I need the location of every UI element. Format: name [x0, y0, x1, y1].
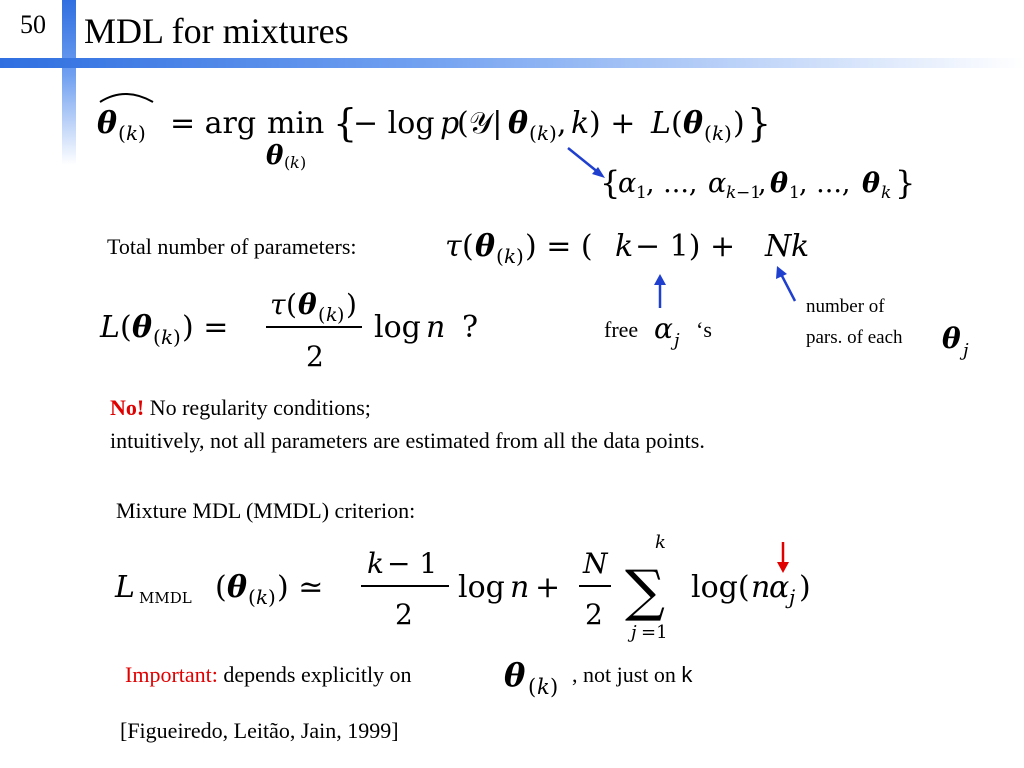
- svg-text:): ): [733, 106, 745, 141]
- svg-text:): ): [346, 288, 357, 321]
- svg-text:log(: log(: [691, 570, 750, 605]
- svg-text:(: (: [215, 570, 227, 605]
- L-naive-equation: [100, 282, 520, 377]
- important-emphasis: Important:: [125, 662, 218, 687]
- svg-text:α: α: [769, 570, 790, 605]
- svg-text:) ≃: ) ≃: [277, 570, 324, 605]
- svg-text:θ: θ: [97, 106, 118, 141]
- svg-text:): ): [549, 121, 557, 145]
- svg-text:k: k: [537, 121, 550, 145]
- svg-text:n: n: [510, 570, 530, 605]
- svg-text:(: (: [529, 121, 537, 145]
- svg-text:n: n: [426, 310, 446, 345]
- svg-text:(: (: [528, 675, 537, 699]
- svg-text:k: k: [367, 547, 384, 580]
- svg-text:(: (: [286, 288, 297, 321]
- svg-text:(: (: [120, 310, 132, 345]
- svg-text:θ: θ: [862, 168, 881, 199]
- intuitively-text: intuitively, not all parameters are estimated from all the data points.: [110, 428, 705, 453]
- svg-text:k: k: [712, 121, 725, 145]
- svg-text:log: log: [374, 310, 421, 345]
- svg-text:k: k: [326, 304, 338, 326]
- svg-text:k: k: [571, 106, 590, 141]
- svg-text:∑: ∑: [625, 559, 665, 624]
- svg-text:}: }: [895, 164, 916, 202]
- svg-text:{: {: [600, 164, 621, 202]
- free-suffix: ‘s: [696, 317, 712, 342]
- title-accent-vertical-bar: [62, 0, 76, 165]
- svg-text:k: k: [504, 244, 517, 268]
- svg-text:− log: − log: [353, 106, 435, 141]
- svg-text:k: k: [256, 585, 269, 609]
- svg-text:− 1) +: − 1) +: [635, 229, 736, 264]
- svg-text:(: (: [462, 229, 474, 264]
- svg-text:) = (: ) = (: [525, 229, 593, 264]
- svg-text:(: (: [496, 244, 504, 268]
- svg-text:(: (: [248, 585, 256, 609]
- svg-text:) =: ) =: [182, 310, 229, 345]
- svg-text:θ: θ: [298, 288, 317, 321]
- pars-each-arrow: [772, 263, 802, 305]
- free-alpha-arrow: [650, 272, 670, 312]
- svg-text:): ): [268, 585, 276, 609]
- svg-text:τ: τ: [270, 288, 286, 321]
- svg-text:θ: θ: [266, 141, 284, 171]
- svg-text:θ: θ: [770, 168, 789, 199]
- svg-text:θ: θ: [504, 656, 526, 694]
- svg-text:min: min: [267, 106, 325, 141]
- svg-text:(: (: [704, 121, 712, 145]
- svg-text:k: k: [290, 153, 300, 172]
- svg-text:j: j: [963, 340, 969, 361]
- theta-k-symbol: [500, 652, 576, 702]
- citation: [Figueiredo, Leitão, Jain, 1999]: [120, 718, 399, 743]
- svg-text:): ): [516, 244, 524, 268]
- pars-of-each-label: pars. of each: [806, 327, 903, 348]
- svg-text:k: k: [791, 229, 810, 264]
- svg-text:log: log: [458, 570, 505, 605]
- svg-text:θ: θ: [942, 322, 961, 355]
- svg-text:2: 2: [306, 340, 324, 373]
- svg-text:,: ,: [557, 106, 567, 141]
- svg-text:,: ,: [758, 168, 767, 199]
- svg-text:k: k: [726, 183, 737, 203]
- svg-text:): ): [799, 570, 811, 605]
- svg-text:): ): [138, 121, 146, 145]
- argmin-equation: [95, 78, 825, 173]
- svg-text:k: k: [881, 183, 892, 203]
- svg-text:θ: θ: [132, 310, 153, 345]
- svg-text:N: N: [765, 229, 792, 264]
- svg-text:2: 2: [395, 598, 413, 631]
- svg-text:k: k: [655, 532, 666, 553]
- svg-text:(: (: [153, 325, 161, 349]
- svg-text:(: (: [284, 153, 291, 172]
- svg-text:) +: ) +: [589, 106, 636, 141]
- no-emphasis: No!: [110, 395, 145, 420]
- svg-text:(: (: [118, 121, 126, 145]
- svg-text:): ): [173, 325, 181, 349]
- svg-text:L: L: [115, 570, 135, 605]
- svg-text:θ: θ: [508, 106, 529, 141]
- svg-text:θ: θ: [683, 106, 704, 141]
- svg-text:, ...,: , ...,: [646, 168, 698, 199]
- svg-text:p: p: [440, 106, 460, 141]
- important-line: [125, 662, 412, 688]
- svg-text:+: +: [535, 570, 561, 605]
- theta-j-symbol: [940, 318, 980, 362]
- svg-text:j: j: [789, 585, 796, 609]
- svg-text:=1: =1: [641, 622, 668, 643]
- svg-text:− 1: − 1: [387, 547, 438, 580]
- svg-text:θ: θ: [227, 570, 248, 605]
- svg-text:?: ?: [462, 310, 479, 345]
- mmdl-equation: [115, 530, 835, 650]
- svg-text:j: j: [631, 622, 637, 643]
- svg-text:2: 2: [585, 598, 603, 631]
- alpha-j-symbol: [652, 308, 698, 352]
- not-just-line: [572, 662, 692, 688]
- slide-number: 50: [20, 10, 46, 39]
- svg-text:): ): [550, 675, 559, 699]
- free-label: free: [604, 317, 639, 342]
- no-regularity-line: [110, 395, 371, 421]
- svg-text:k: k: [615, 229, 634, 264]
- svg-text:k: k: [537, 675, 550, 699]
- svg-text:N: N: [583, 547, 608, 580]
- svg-text:α: α: [618, 168, 637, 199]
- svg-text:, ...,: , ...,: [799, 168, 851, 199]
- svg-text:j: j: [674, 330, 680, 351]
- no-regularity-text: No regularity conditions;: [149, 395, 371, 420]
- svg-text:1: 1: [636, 183, 647, 203]
- svg-text:MMDL: MMDL: [139, 589, 192, 607]
- slide-title: MDL for mixtures: [84, 11, 349, 51]
- svg-text:α: α: [654, 312, 673, 345]
- total-params-label: Total number of parameters:: [107, 234, 357, 259]
- svg-text:}: }: [747, 101, 772, 145]
- svg-text:L: L: [100, 310, 120, 345]
- svg-text:θ: θ: [475, 229, 496, 264]
- svg-text:L: L: [651, 106, 671, 141]
- mixture-mdl-label: Mixture MDL (MMDL) criterion:: [116, 498, 416, 523]
- svg-text:−1: −1: [736, 183, 762, 203]
- svg-text:τ: τ: [445, 229, 462, 264]
- svg-text:(: (: [671, 106, 683, 141]
- svg-text:{: {: [333, 101, 358, 145]
- svg-text:(: (: [318, 304, 326, 326]
- title-accent-horizontal-bar: [0, 58, 1024, 68]
- svg-text:1: 1: [789, 183, 800, 203]
- number-of-label: number of: [806, 296, 885, 317]
- svg-text:): ): [300, 153, 307, 172]
- svg-text:n: n: [751, 570, 771, 605]
- param-set-equation: [600, 160, 960, 210]
- not-just-text: , not just on: [572, 662, 676, 687]
- svg-text:k: k: [161, 325, 174, 349]
- svg-text:(𝒴|: (𝒴|: [457, 106, 503, 141]
- svg-text:): ): [724, 121, 732, 145]
- svg-text:= arg: = arg: [170, 106, 257, 141]
- depends-text: depends explicitly on: [223, 662, 412, 687]
- not-just-k: k: [681, 662, 693, 687]
- svg-text:α: α: [708, 168, 727, 199]
- svg-text:): ): [337, 304, 345, 326]
- svg-text:k: k: [126, 121, 139, 145]
